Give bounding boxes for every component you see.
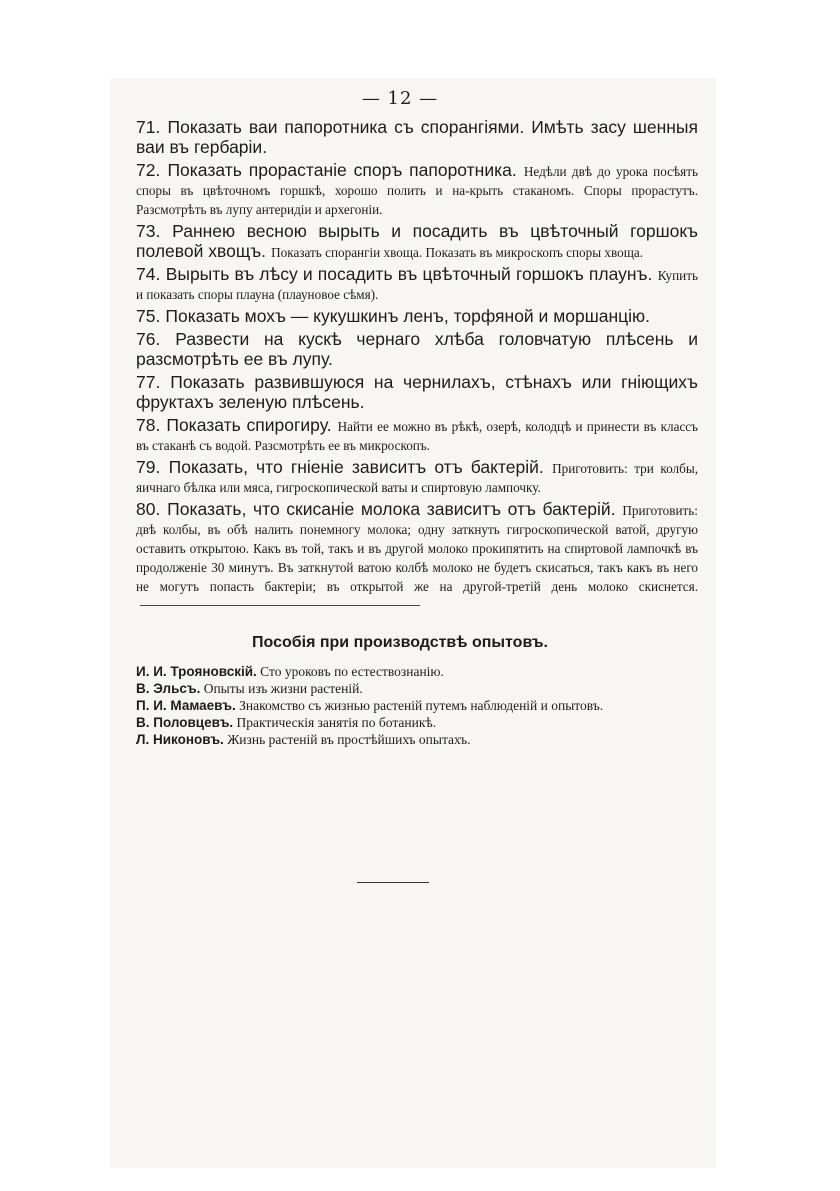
list-item — [102, 117, 698, 157]
item-number: 77. — [136, 372, 161, 392]
item-lead: Показать мохъ — кукушкинъ ленъ, торфяной и моршанцію. — [165, 306, 651, 326]
item-lead: Показать спирогиру. — [166, 415, 332, 435]
reference-title: Жизнь растеній въ простѣйшихъ опытахъ. — [227, 732, 471, 747]
list-item — [102, 372, 698, 412]
list-item — [102, 499, 698, 614]
list-item — [102, 264, 698, 303]
reference-author: В. Половцевъ. — [136, 715, 234, 730]
item-number: 78. — [136, 415, 161, 435]
list-item — [102, 415, 698, 454]
reference-author: В. Эльсъ. — [136, 681, 201, 696]
list-item — [102, 160, 698, 218]
list-item — [102, 306, 698, 326]
reference-title: Сто уроковъ по естествознанію. — [260, 664, 444, 679]
reference-item — [102, 664, 698, 679]
item-detail: Приготовить: двѣ колбы, въ обѣ налить понемногу молока; одну заткнуть гигроскопической ватой, другую оставить открытою. Какъ въ той, такъ и въ другой молоко прокипятить на спиртовой лампочкѣ въ продолженіе 30 минутъ. Въ заткнутой ватою колбѣ молоко не будетъ скисаться, такъ какъ въ него не могутъ попасть бактеріи; въ открытой же на другой-третій день молоко скиснется. — [136, 503, 698, 594]
list-item — [102, 221, 698, 261]
reference-author: П. И. Мамаевъ. — [136, 698, 236, 713]
document-page — [102, 88, 698, 749]
reference-item — [102, 698, 698, 713]
item-number: 76. — [136, 329, 161, 349]
end-rule — [357, 882, 429, 883]
reference-author: Л. Никоновъ. — [136, 732, 224, 747]
item-detail: Купить и показать споры плауна (плауновое сѣмя). — [136, 268, 698, 302]
item-number: 75. — [136, 306, 161, 326]
item-number: 79. — [136, 457, 161, 477]
reference-title: Знакомство съ жизнью растеній путемъ наблюденій и опытовъ. — [239, 698, 604, 713]
reference-author: И. И. Трояновскій. — [136, 664, 257, 679]
reference-item — [102, 732, 698, 747]
item-detail: Недѣли двѣ до урока посѣять споры въ цвѣточномъ горшкѣ, хорошо полить и на-крыть стаканомъ. Споры прорастутъ. Разсмотрѣть въ лупу антеридіи и архегоніи. — [136, 164, 698, 217]
item-lead: Вырыть въ лѣсу и посадить въ цвѣточный горшокъ плаунъ. — [165, 264, 653, 284]
reference-item — [102, 681, 698, 696]
list-item — [102, 329, 698, 369]
item-lead: Показать, что гніеніе зависитъ отъ бактерій. — [168, 457, 544, 477]
item-number: 72. — [136, 160, 161, 180]
reference-title: Практическія занятія по ботаникѣ. — [236, 715, 437, 730]
end-dash — [140, 605, 420, 606]
item-lead: Раннею весною вырыть и посадить въ цвѣточный горшокъ полевой хвощъ. — [136, 221, 698, 261]
item-number: 73. — [136, 221, 161, 241]
item-detail: Приготовить: три колбы, яичнаго бѣлка или мяса, гигроскопической ваты и спиртовую лампочку. — [136, 461, 698, 495]
item-lead: Показать ваи папоротника съ спорангіями. Имѣть засу шенныя ваи въ гербаріи. — [136, 117, 698, 157]
item-number: 71. — [136, 117, 161, 137]
item-number: 74. — [136, 264, 161, 284]
item-detail: Показать спорангіи хвоща. Показать въ микроскопъ споры хвоща. — [271, 245, 644, 260]
item-lead: Показать развившуюся на чернилахъ, стѣнахъ или гніющихъ фруктахъ зеленую плѣсень. — [136, 372, 698, 412]
references-heading: Пособія при производствѣ опытовъ. — [252, 634, 548, 651]
page-number: — 12 — — [361, 88, 439, 109]
reference-title: Опыты изъ жизни растеній. — [203, 681, 363, 696]
item-number: 80. — [136, 499, 161, 519]
item-lead: Показать, что скисаніе молока зависитъ отъ бактерій. — [167, 499, 616, 519]
reference-item — [102, 715, 698, 730]
item-lead: Развести на кускѣ чернаго хлѣба головчатую плѣсень и разсмотрѣть ее въ лупу. — [136, 329, 698, 369]
list-item — [102, 457, 698, 496]
item-detail: Найти ее можно въ рѣкѣ, озерѣ, колодцѣ и принести въ классъ въ стаканѣ съ водой. Разсмотрѣть ее въ микроскопъ. — [136, 419, 698, 453]
item-lead: Показать прорастаніе споръ папоротника. — [167, 160, 517, 180]
